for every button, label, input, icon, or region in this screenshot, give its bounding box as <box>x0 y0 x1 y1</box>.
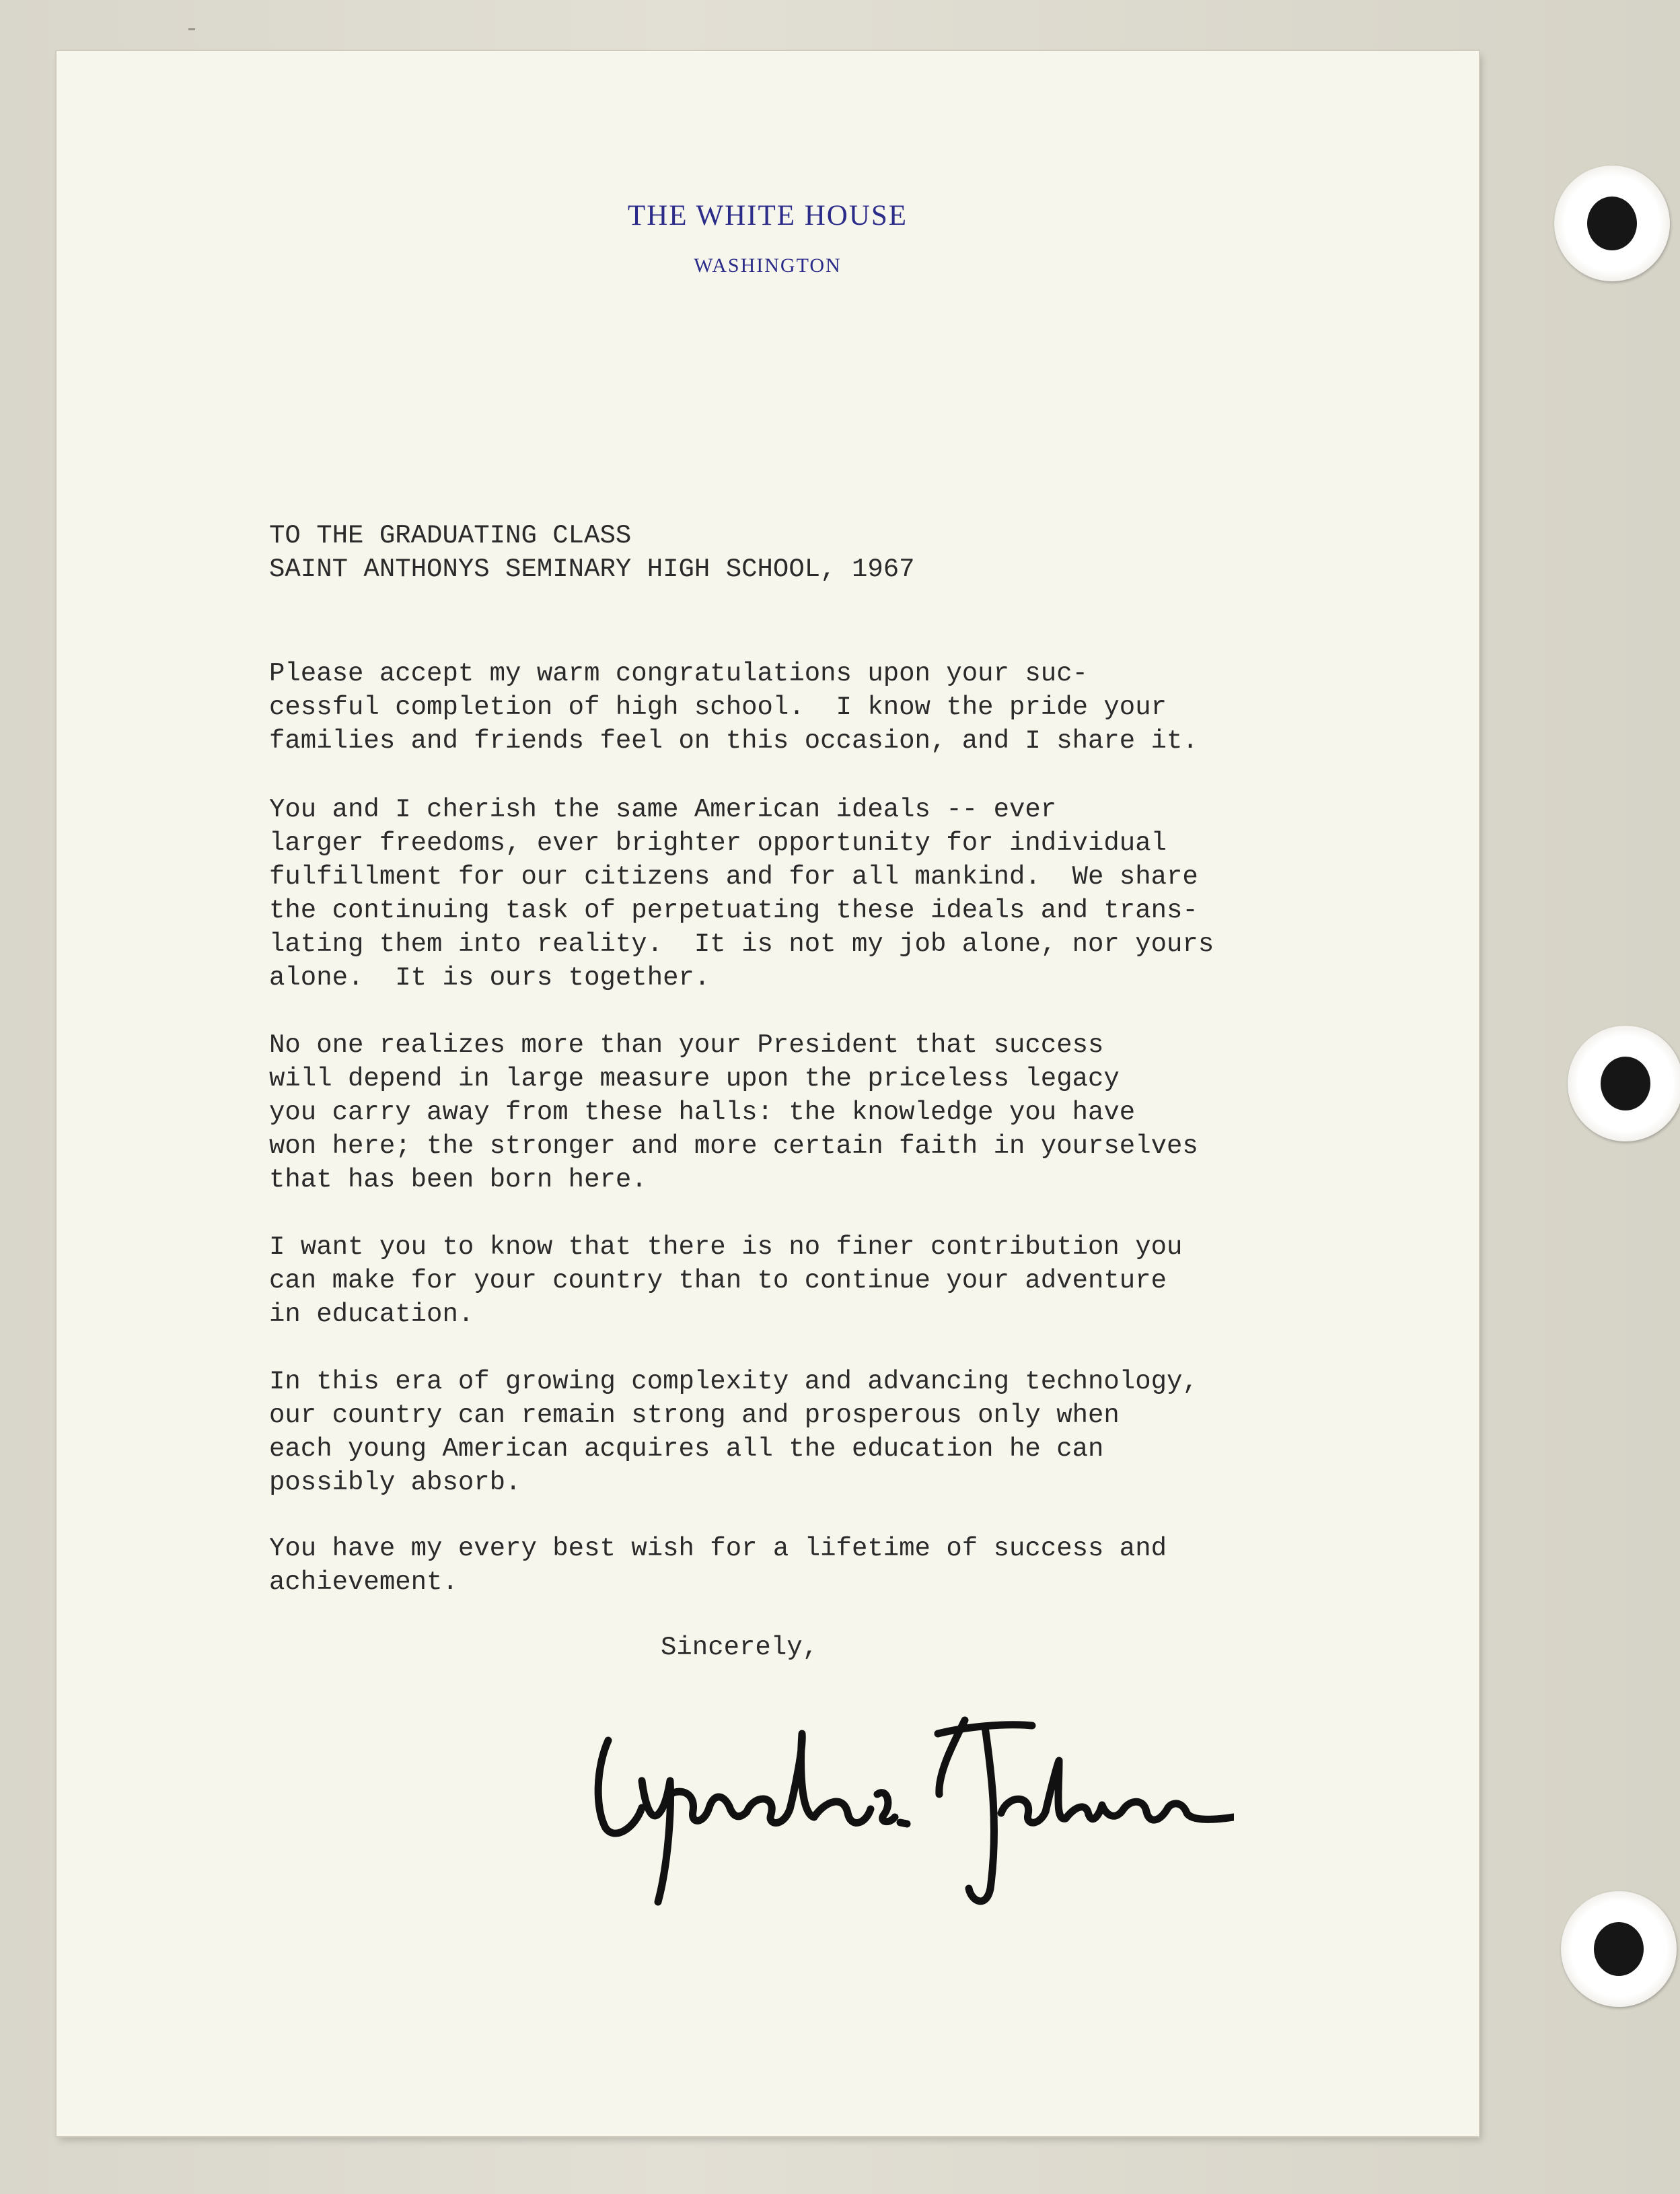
binder-hole <box>1601 1057 1650 1110</box>
text-line: our country can remain strong and prosperous only when <box>269 1401 1120 1430</box>
text-line: fulfillment for our citizens and for all mankind. We share <box>269 862 1198 892</box>
paragraph-ideals <box>269 793 1214 995</box>
text-line: alone. It is ours together. <box>269 963 710 993</box>
text-line: In this era of growing complexity and advancing technology, <box>269 1367 1198 1396</box>
binder-hole <box>1594 1922 1644 1976</box>
text-line: possibly absorb. <box>269 1468 521 1497</box>
paragraph-legacy <box>269 1028 1198 1197</box>
backing-mark <box>188 28 195 30</box>
text-line: larger freedoms, ever brighter opportunity for individual <box>269 828 1167 858</box>
signature-image <box>588 1693 1234 1922</box>
binder-hole-reinforcement <box>1554 166 1670 281</box>
text-line: lating them into reality. It is not my job alone, nor yours <box>269 929 1214 959</box>
text-line: in education. <box>269 1300 474 1329</box>
binder-hole <box>1587 197 1637 250</box>
paragraph-contribution <box>269 1230 1182 1331</box>
text-line: You have my every best wish for a lifetime of success and <box>269 1534 1167 1563</box>
binder-hole-reinforcement <box>1561 1891 1677 2007</box>
paragraph-congratulations <box>269 657 1198 758</box>
text-line: can make for your country than to continue your adventure <box>269 1266 1167 1296</box>
letter-page <box>57 51 1479 2136</box>
text-line: will depend in large measure upon the priceless legacy <box>269 1064 1120 1094</box>
text-line: cessful completion of high school. I know the pride your <box>269 693 1167 722</box>
address-line: TO THE GRADUATING CLASS <box>269 521 632 551</box>
paragraph-best-wishes <box>269 1532 1167 1599</box>
binder-hole-reinforcement <box>1568 1026 1680 1141</box>
text-line: each young American acquires all the education he can <box>269 1434 1104 1464</box>
text-line: that has been born here. <box>269 1165 647 1195</box>
text-line: You and I cherish the same American ideals -- ever <box>269 795 1057 824</box>
closing-salutation: Sincerely, <box>661 1633 819 1662</box>
text-line: the continuing task of perpetuating these ideals and trans- <box>269 896 1198 925</box>
text-line: I want you to know that there is no finer contribution you <box>269 1232 1183 1262</box>
text-line: No one realizes more than your President that success <box>269 1030 1104 1060</box>
text-line: won here; the stronger and more certain faith in yourselves <box>269 1131 1198 1161</box>
paragraph-technology <box>269 1365 1198 1499</box>
text-line: achievement. <box>269 1567 458 1597</box>
text-line: Please accept my warm congratulations upon your suc- <box>269 659 1088 688</box>
address-line: SAINT ANTHONYS SEMINARY HIGH SCHOOL, 1967 <box>269 555 915 584</box>
recipient-address <box>269 519 915 586</box>
text-line: families and friends feel on this occasion, and I share it. <box>269 726 1198 756</box>
letterhead-subtitle: WASHINGTON <box>694 254 842 277</box>
text-line: you carry away from these halls: the knowledge you have <box>269 1098 1136 1127</box>
letterhead-title: THE WHITE HOUSE <box>627 200 908 232</box>
